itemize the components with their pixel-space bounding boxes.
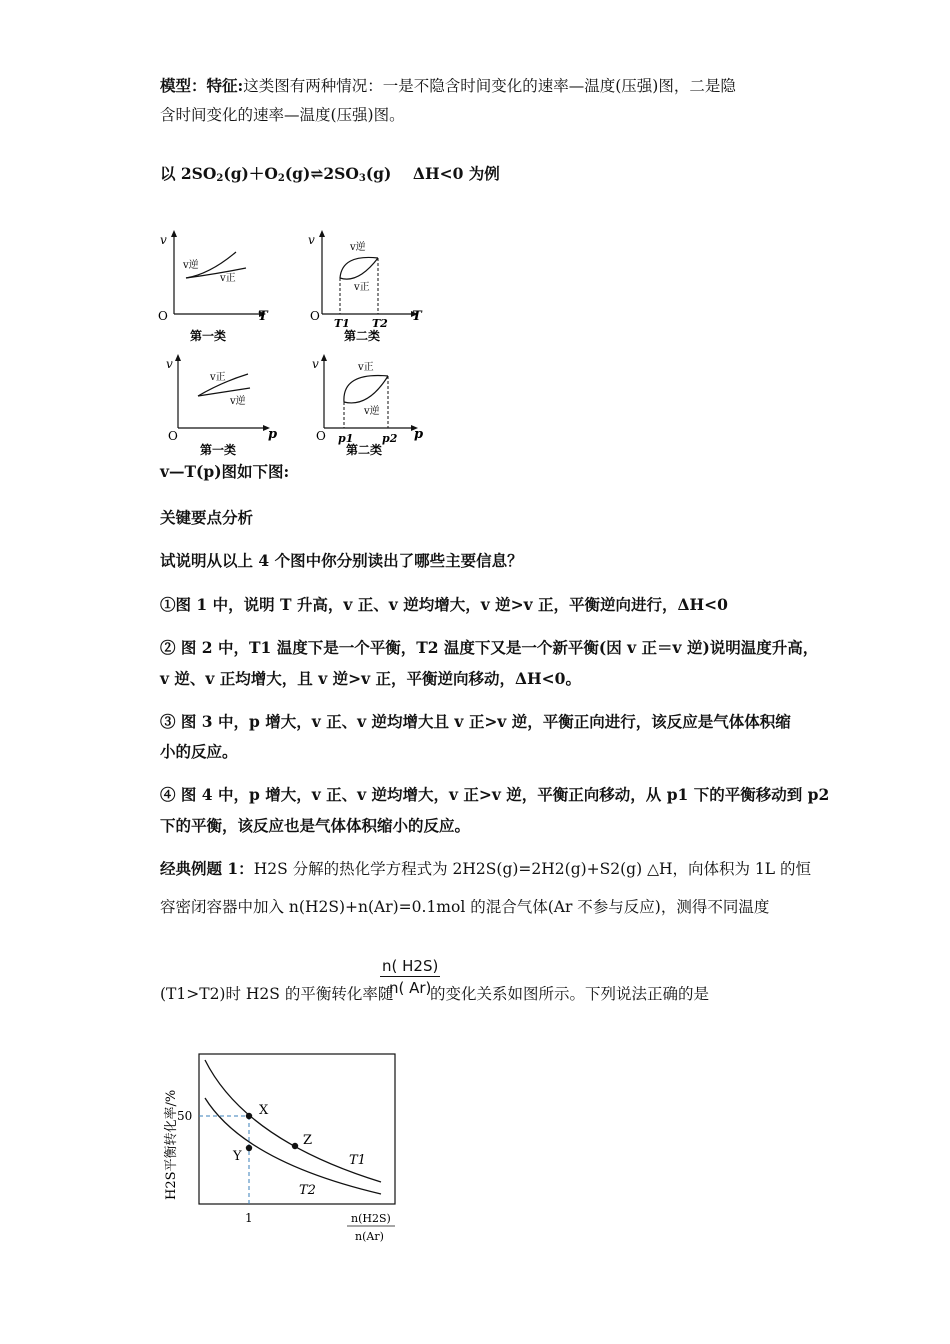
fig4-tick-2: p2 xyxy=(382,432,398,445)
sub: 2 xyxy=(216,173,224,184)
answer-4-line-1: ④ 图 4 中，p 增大，v 正、v 逆均增大，v 正>v 逆，平衡正向移动，从 p1 下的平衡移动到 p2 xyxy=(160,785,830,804)
question: 试说明从以上 4 个图中你分别读出了哪些主要信息？ xyxy=(160,551,523,570)
reaction-part: (g) xyxy=(284,164,311,183)
fig2-caption: 第二类 xyxy=(344,329,381,343)
fig1-curve-label-1: v逆 xyxy=(183,260,199,271)
ytick-50: 50 xyxy=(177,1109,193,1123)
example-line-1 xyxy=(160,857,811,881)
example-line-3-pre: (T1>T2)时 H2S 的平衡转化率随 xyxy=(160,985,394,1003)
reaction-part: 2SO xyxy=(323,164,359,183)
fig3-origin: O xyxy=(168,429,178,443)
fig4-curve-label-2: v逆 xyxy=(364,406,380,417)
xtick-1: 1 xyxy=(245,1211,253,1225)
figure-2 xyxy=(302,228,432,346)
label-y: Y xyxy=(233,1149,242,1164)
label-z: Z xyxy=(303,1133,313,1148)
answer-2-line-1: ② 图 2 中，T1 温度下是一个平衡，T2 温度下又是一个新平衡(因 v 正＝v 逆)说明温度升高， xyxy=(160,638,819,657)
example-line-2: 容密闭容器中加入 n(H2S)+n(Ar)=0.1mol 的混合气体(Ar 不参与反应)，测得不同温度 xyxy=(160,898,770,916)
reaction-part: 以 2SO xyxy=(160,164,217,183)
reaction-part: (g) xyxy=(365,164,392,183)
point-z xyxy=(292,1143,298,1149)
delta-h: ΔH<0 为例 xyxy=(412,164,500,183)
answer-1: ①图 1 中，说明 T 升高，v 正、v 逆均增大，v 逆>v 正，平衡逆向进行，ΔH<0 xyxy=(160,595,728,614)
fig4-tick-1: p1 xyxy=(338,432,354,445)
fig4-axis-x: p xyxy=(414,427,424,442)
answer-2-line-2: v 逆、v 正均增大，且 v 逆>v 正，平衡逆向移动，ΔH<0。 xyxy=(160,669,581,688)
model-text-1: 这类图有两种情况：一是不隐含时间变化的速率—温度(压强)图，二是隐 xyxy=(243,77,736,95)
fig4-origin: O xyxy=(316,429,326,443)
conversion-chart xyxy=(155,1050,415,1250)
fig3-axis-y: v xyxy=(166,357,173,371)
answer-4-line-2: 下的平衡，该反应也是气体体积缩小的反应。 xyxy=(160,816,471,835)
fig4-axis-y: v xyxy=(312,357,319,371)
point-x xyxy=(246,1113,252,1119)
figure-3 xyxy=(160,352,290,460)
answer-3-line-1: ③ 图 3 中，p 增大，v 正、v 逆均增大且 v 正>v 逆，平衡正向进行，该反应是气体体积缩 xyxy=(160,712,791,731)
fig1-curve-label-2: v正 xyxy=(220,273,236,284)
key-points-heading: 关键要点分析 xyxy=(160,508,254,527)
fig1-caption: 第一类 xyxy=(190,329,227,343)
label-x: X xyxy=(259,1103,269,1118)
fig3-caption: 第一类 xyxy=(200,443,237,457)
fig1-origin: O xyxy=(158,309,168,323)
label-t1: T1 xyxy=(349,1153,366,1168)
figure-4 xyxy=(306,352,436,460)
fig2-curve-label-2: v正 xyxy=(354,282,370,293)
fig4-curve-label-1: v正 xyxy=(358,362,374,373)
ylabel: H2S平衡转化率/% xyxy=(164,1089,179,1200)
answer-3-line-2: 小的反应。 xyxy=(160,742,238,761)
fig2-tick-1: T1 xyxy=(334,317,350,330)
fig3-curve-label-2: v逆 xyxy=(230,396,246,407)
example-text-1: H2S 分解的热化学方程式为 2H2S(g)=2H2(g)+S2(g) △H，向体积为 1L 的恒 xyxy=(253,860,812,878)
reaction-part: (g)＋O xyxy=(223,164,278,183)
example-line-3-post: 的变化关系如图所示。下列说法正确的是 xyxy=(430,985,710,1003)
example-label: 经典例题 1： xyxy=(160,859,254,878)
fig3-curve-label-1: v正 xyxy=(210,372,226,383)
fig3-axis-x: p xyxy=(268,427,278,442)
sub: 2 xyxy=(277,173,285,184)
xlabel-num: n(H2S) xyxy=(351,1212,391,1225)
fig1-axis-x: T xyxy=(258,309,268,324)
label-t2: T2 xyxy=(299,1183,316,1198)
fig2-tick-2: T2 xyxy=(372,317,388,330)
fig2-axis-y: v xyxy=(308,233,315,247)
model-line-2: 含时间变化的速率—温度(压强)图。 xyxy=(160,106,405,124)
fig4-caption: 第二类 xyxy=(346,443,383,457)
fig2-axis-x: T xyxy=(412,309,422,324)
model-label: 模型：特征: xyxy=(160,76,244,95)
fraction-numerator: n( H2S) xyxy=(382,957,439,975)
equilibrium-arrow: ⇌ xyxy=(310,164,324,183)
xlabel-den: n(Ar) xyxy=(355,1230,384,1243)
chart-frame xyxy=(199,1054,395,1204)
point-y xyxy=(246,1145,252,1151)
vt-caption: v—T(p)图如下图: xyxy=(160,462,290,481)
sub: 3 xyxy=(358,173,366,184)
fig2-origin: O xyxy=(310,309,320,323)
fig1-axis-y: v xyxy=(160,233,167,247)
fraction-denominator: n( Ar) xyxy=(388,979,432,997)
example-reaction xyxy=(160,162,500,191)
fig2-curve-label-1: v逆 xyxy=(350,242,366,253)
model-line-1 xyxy=(160,74,736,98)
figure-1 xyxy=(150,228,280,346)
